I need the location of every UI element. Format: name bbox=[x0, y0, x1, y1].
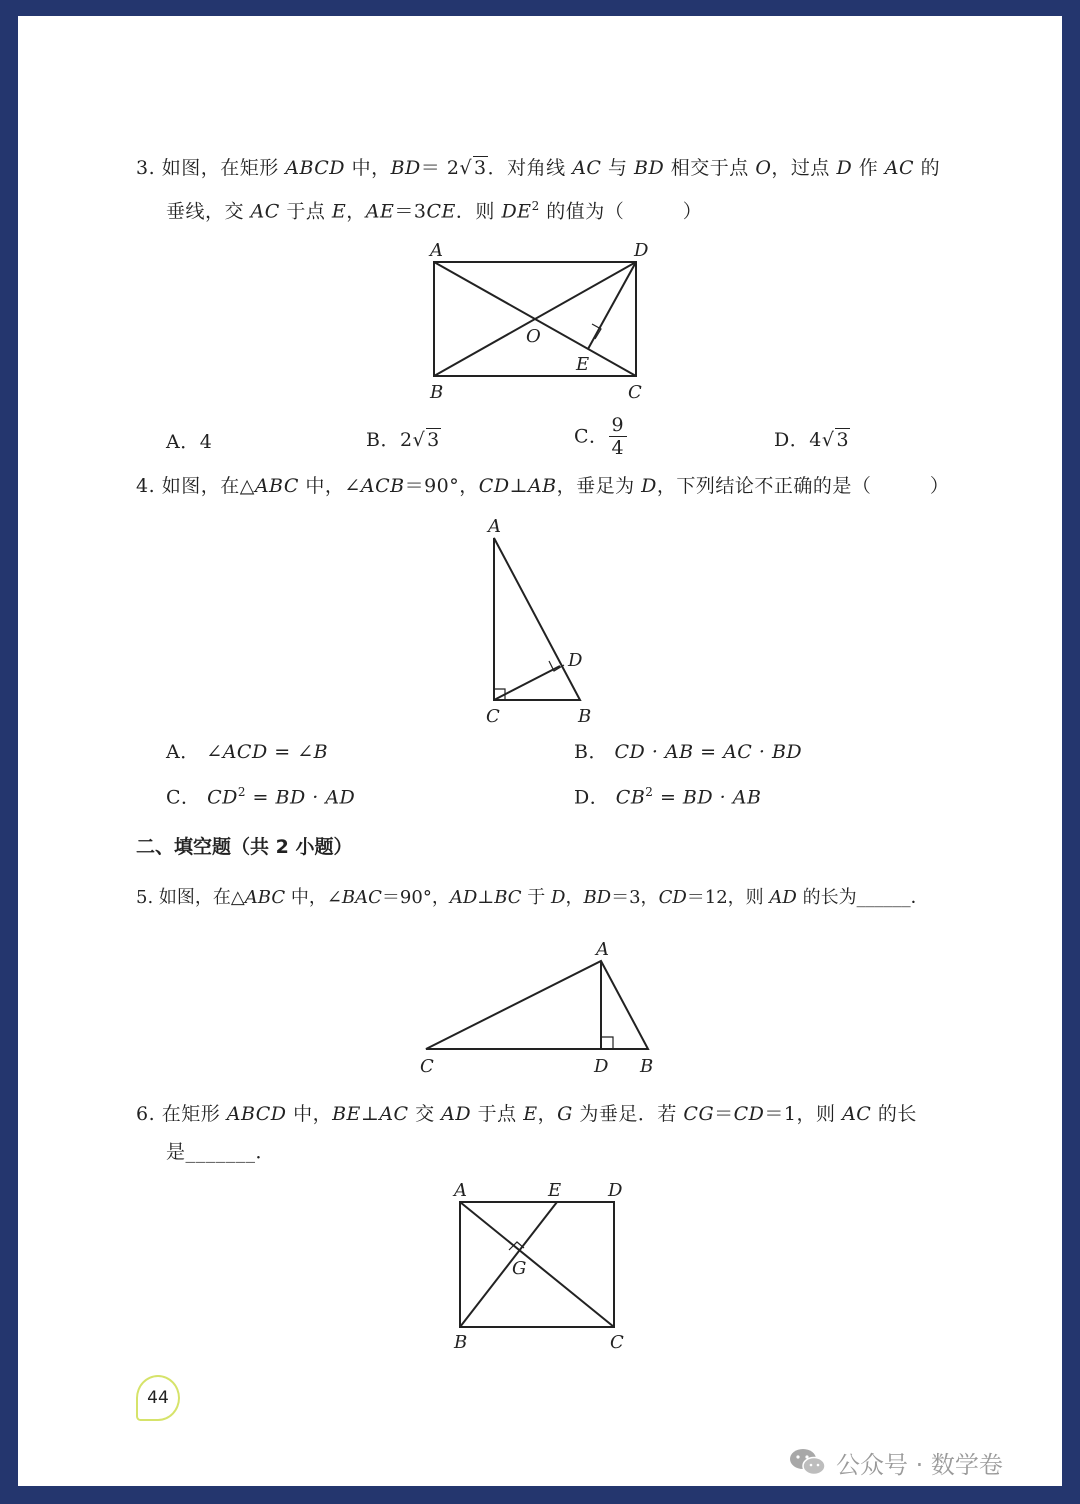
q6-label-a: A bbox=[454, 1180, 467, 1201]
q5-text: 中，∠ bbox=[285, 887, 342, 908]
q4-math: ACB bbox=[360, 475, 405, 497]
q4-text: ＝90°， bbox=[404, 475, 479, 497]
option-label: D． bbox=[774, 429, 810, 451]
q3-math: ABCD bbox=[285, 157, 346, 179]
q6-text: 中， bbox=[286, 1103, 333, 1125]
q4-option-b[interactable] bbox=[574, 740, 802, 764]
option-value: = BD · AB bbox=[653, 786, 762, 809]
q6-math: CD bbox=[733, 1103, 765, 1125]
q4-altitude-cd bbox=[494, 666, 560, 700]
option-label: D． bbox=[574, 786, 610, 809]
q5-text: ＝3， bbox=[611, 887, 659, 908]
q4-option-d[interactable] bbox=[574, 780, 761, 809]
option-label: B． bbox=[366, 429, 400, 451]
q5-text: ＝12，则 bbox=[686, 887, 770, 908]
q5-math: ABC bbox=[244, 887, 286, 908]
fraction-denominator: 4 bbox=[611, 437, 625, 459]
q6-segment-be bbox=[460, 1202, 557, 1327]
q5-math: AD bbox=[769, 887, 797, 908]
fraction-numerator: 9 bbox=[609, 414, 628, 437]
q3-math: DE bbox=[501, 200, 532, 223]
q5-triangle bbox=[426, 961, 648, 1049]
option-label: A． bbox=[166, 431, 200, 453]
q6-label-g: G bbox=[512, 1258, 527, 1279]
q6-number: 6. bbox=[136, 1103, 156, 1125]
q3-label-c: C bbox=[628, 382, 642, 403]
q3-text: 作 bbox=[852, 157, 885, 179]
q4-label-c: C bbox=[486, 706, 500, 727]
option-label: A． bbox=[166, 741, 200, 763]
q5-figure bbox=[414, 936, 664, 1080]
q6-text: 于点 bbox=[471, 1103, 524, 1125]
q6-math: BE bbox=[332, 1103, 361, 1125]
q5-label-d: D bbox=[594, 1056, 609, 1077]
q6-math: ABCD bbox=[226, 1103, 287, 1125]
q6-text: 为垂足．若 bbox=[572, 1103, 684, 1125]
q6-diagonal-ac bbox=[460, 1202, 614, 1327]
q3-option-b[interactable]: B．2√ 3 bbox=[366, 429, 440, 451]
q3-line1 bbox=[136, 156, 940, 180]
q5-math: AD bbox=[449, 887, 478, 908]
q6-text: 的长 bbox=[871, 1103, 917, 1125]
q3-text: ＝ 2 bbox=[420, 157, 460, 179]
q4-label-b: B bbox=[578, 706, 592, 727]
q4-math: AB bbox=[527, 475, 557, 497]
q6-math: CG bbox=[683, 1103, 715, 1125]
option-value: ∠ACD = ∠B bbox=[206, 741, 329, 763]
q3-line2 bbox=[166, 194, 702, 223]
option-value: 2 bbox=[399, 429, 413, 451]
q3-number: 3. bbox=[136, 157, 156, 179]
q5-math: BC bbox=[494, 887, 522, 908]
q5-math: CD bbox=[658, 887, 687, 908]
q6-math: AD bbox=[441, 1103, 472, 1125]
q3-label-e: E bbox=[576, 354, 590, 375]
q3-math: AC bbox=[884, 157, 915, 179]
q6-text: ， bbox=[537, 1103, 558, 1125]
q6-math: G bbox=[557, 1103, 573, 1125]
q6-line2: 是_______． bbox=[166, 1141, 276, 1163]
option-superscript: 2 bbox=[237, 785, 247, 799]
q5-text: ⊥ bbox=[477, 887, 495, 908]
q5-text: ＝90°， bbox=[381, 887, 450, 908]
q3-math: BD bbox=[634, 157, 665, 179]
option-label: C． bbox=[574, 425, 609, 448]
q5-right-angle-d bbox=[601, 1037, 613, 1049]
q3-math: D bbox=[836, 157, 853, 179]
q5-number: 5. bbox=[136, 887, 154, 908]
option-value: CD · AB = AC · BD bbox=[614, 741, 803, 763]
q4-text: ，垂足为 bbox=[556, 475, 642, 497]
q6-text: 交 bbox=[408, 1103, 442, 1125]
q3-option-d[interactable]: D．4√ 3 bbox=[774, 429, 850, 451]
q4-text: ，下列结论不正确的是（ ） bbox=[656, 475, 950, 497]
watermark bbox=[788, 1445, 1003, 1479]
q3-math: AE bbox=[365, 200, 395, 223]
option-sqrt-value: 3 bbox=[836, 429, 850, 451]
page-number: 44 bbox=[136, 1375, 180, 1421]
q3-option-a[interactable] bbox=[166, 430, 212, 454]
q5-label-a: A bbox=[596, 939, 609, 960]
section-heading: 二、填空题（共 2 小题） bbox=[136, 836, 353, 858]
q4-triangle bbox=[494, 538, 580, 700]
q3-label-d: D bbox=[634, 240, 649, 261]
q3-option-c-fraction bbox=[609, 414, 628, 459]
option-value: CB bbox=[615, 786, 646, 809]
q3-math: AC bbox=[572, 157, 602, 179]
q5-math: D bbox=[551, 887, 566, 908]
q3-text: 中， bbox=[345, 157, 391, 179]
q6-figure bbox=[446, 1176, 636, 1356]
q3-text: 于点 bbox=[279, 200, 332, 223]
q4-label-a: A bbox=[488, 516, 501, 537]
q3-label-a: A bbox=[430, 240, 443, 261]
q4-number: 4. bbox=[136, 475, 156, 497]
q6-math: AC bbox=[842, 1103, 872, 1125]
option-label: C． bbox=[166, 786, 201, 809]
q4-text: ⊥ bbox=[509, 475, 528, 497]
option-value: 4 bbox=[809, 429, 822, 451]
q5-text: ， bbox=[565, 887, 584, 908]
q5-text: 于 bbox=[521, 887, 551, 908]
q4-text: 中，∠ bbox=[298, 475, 361, 497]
q4-math: ABC bbox=[254, 475, 299, 497]
q6-text: ＝ bbox=[714, 1103, 734, 1125]
q4-label-d: D bbox=[568, 650, 583, 671]
q3-math: O bbox=[755, 157, 772, 179]
option-sqrt-value: 3 bbox=[427, 429, 440, 451]
q3-text: 垂线，交 bbox=[166, 200, 251, 223]
q3-text: ．对角线 bbox=[487, 157, 573, 179]
q4-figure bbox=[476, 512, 606, 730]
q3-math: BD bbox=[390, 157, 421, 179]
q3-sqrt-value: 3 bbox=[474, 157, 487, 179]
q6-text: 在矩形 bbox=[161, 1103, 227, 1125]
watermark-text: 公众号 · 数学卷 bbox=[836, 1450, 1003, 1479]
q4-text: 如图，在△ bbox=[161, 475, 255, 497]
q3-superscript: 2 bbox=[531, 199, 540, 213]
q3-math: AC bbox=[250, 200, 280, 223]
q3-label-o: O bbox=[526, 326, 541, 347]
q4-math: CD bbox=[478, 475, 510, 497]
option-value: = BD · AD bbox=[246, 786, 356, 809]
q3-text: 如图，在矩形 bbox=[161, 157, 286, 179]
q4-stem bbox=[136, 474, 949, 498]
q3-math: E bbox=[331, 200, 347, 223]
q3-text: ，过点 bbox=[771, 157, 837, 179]
wechat-icon bbox=[788, 1447, 828, 1477]
q3-text: ＝3 bbox=[394, 200, 427, 223]
q6-label-b: B bbox=[454, 1332, 468, 1353]
q3-text: 的值为（ ） bbox=[539, 200, 703, 223]
option-value: 4 bbox=[199, 431, 213, 453]
q5-math: BD bbox=[583, 887, 612, 908]
q6-line1 bbox=[136, 1102, 917, 1126]
q5-math: BAC bbox=[341, 887, 382, 908]
q3-label-b: B bbox=[430, 382, 444, 403]
q5-label-b: B bbox=[640, 1056, 654, 1077]
q6-text: ＝1，则 bbox=[764, 1103, 843, 1125]
q3-text: 的 bbox=[914, 157, 941, 179]
q6-text: ⊥ bbox=[360, 1103, 380, 1125]
q3-text: 与 bbox=[601, 157, 635, 179]
q6-math: E bbox=[523, 1103, 538, 1125]
q3-option-c[interactable] bbox=[574, 414, 627, 459]
option-value: CD bbox=[207, 786, 238, 809]
q5-text: 如图，在△ bbox=[158, 887, 245, 908]
q3-text: 相交于点 bbox=[664, 157, 756, 179]
option-label: B． bbox=[574, 741, 608, 763]
q3-text: ．则 bbox=[455, 200, 502, 223]
q6-label-e: E bbox=[548, 1180, 562, 1201]
option-superscript: 2 bbox=[645, 785, 654, 799]
q4-math: D bbox=[641, 475, 657, 497]
q3-text: ， bbox=[346, 200, 366, 223]
q5-answer-blank: 的长为______． bbox=[796, 887, 929, 908]
q5-stem bbox=[136, 886, 929, 910]
q4-option-a[interactable] bbox=[166, 740, 328, 764]
q3-sqrt: √ 3 bbox=[459, 157, 487, 179]
q4-option-c[interactable] bbox=[166, 780, 355, 809]
q6-label-c: C bbox=[610, 1332, 624, 1353]
q6-math: AC bbox=[379, 1103, 409, 1125]
q6-label-d: D bbox=[608, 1180, 623, 1201]
q3-figure bbox=[420, 236, 660, 406]
q3-math: CE bbox=[426, 200, 456, 223]
q5-label-c: C bbox=[420, 1056, 434, 1077]
